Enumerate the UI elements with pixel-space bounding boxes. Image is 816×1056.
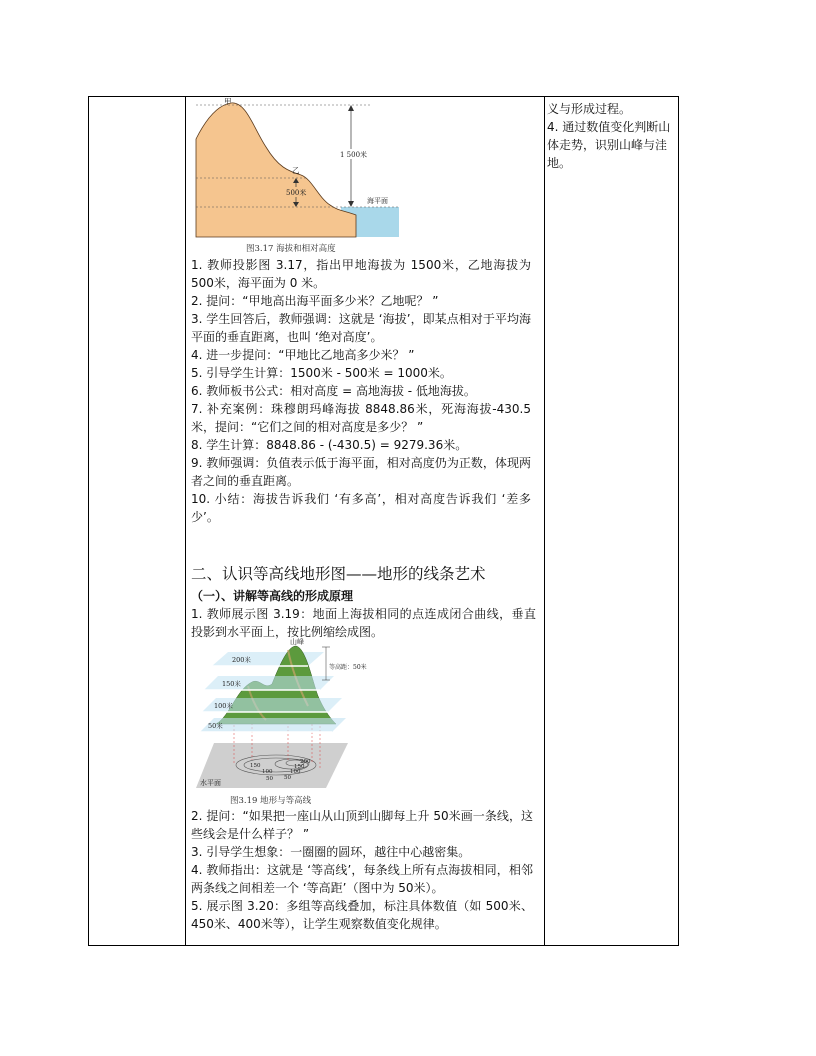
figure-3-17-caption: 图3.17 海拔和相对高度 [246, 244, 336, 254]
section-heading: 二、认识等高线地形图——地形的线条艺术 [191, 565, 486, 583]
section-1-text [191, 256, 531, 526]
intent-item-4: 4. 通过数值变化判断山体走势，识别山峰与洼地。 [547, 120, 671, 170]
sea-level-label: 海平面 [367, 197, 388, 205]
design-intent-cell [547, 100, 675, 172]
level-150-label: 150米 [222, 680, 241, 688]
level-100-label: 100米 [214, 702, 233, 710]
paragraph: 4. 教师指出：这就是 ‘等高线’，每条线上所有点海拔相同，相邻两条线之间相差一个 ‘等高距’（图中为 50米）。 [191, 863, 533, 895]
section-2-questions [191, 807, 533, 933]
figure-3-17 [196, 99, 406, 259]
height-500-label: 500米 [286, 189, 307, 197]
paragraph: 5. 展示图 3.20：多组等高线叠加，标注具体数值（如 500米、450米、400米等），让学生观察数值变化规律。 [191, 899, 533, 931]
paragraph: 1. 教师展示图 3.19：地面上海拔相同的点连成闭合曲线，垂直投影到水平面上，按比例缩绘成图。 [191, 607, 536, 639]
paragraph: 6. 教师板书公式：相对高度 = 高地海拔 - 低地海拔。 [191, 384, 476, 398]
paragraph: 3. 学生回答后，教师强调：这就是 ‘海拔’，即某点相对于平均海平面的垂直距离，也叫 ‘绝对高度’。 [191, 312, 531, 344]
label-yi: 乙 [292, 166, 300, 175]
contour-value: 150 [250, 763, 261, 769]
column-divider [185, 97, 186, 945]
paragraph: 5. 引导学生计算：1500米 - 500米 = 1000米。 [191, 366, 452, 380]
paragraph: 4. 进一步提问：“甲地比乙地高多少米？ ” [191, 348, 415, 362]
contour-value: 100 [262, 769, 273, 775]
column-divider [544, 97, 545, 945]
paragraph: 8. 学生计算：8848.86 - (-430.5) = 9279.36米。 [191, 438, 468, 452]
horizontal-plane-label: 水平面 [200, 779, 221, 787]
mountain-profile [196, 103, 356, 237]
intent-line: 义与形成过程。 [547, 102, 632, 116]
paragraph: 2. 提问：“甲地高出海平面多少米？乙地呢？ ” [191, 294, 439, 308]
label-jia: 甲 [224, 97, 232, 106]
contour-interval-label: 等高距：50米 [329, 664, 367, 671]
contour-value: 50 [284, 775, 291, 781]
contour-value: 100 [290, 769, 301, 775]
paragraph: 7. 补充案例：珠穆朗玛峰海拔 8848.86米，死海海拔-430.5米，提问：“它们之间的相对高度是多少？ ” [191, 402, 531, 434]
figure-3-19 [196, 638, 367, 788]
contour-value: 50 [266, 776, 273, 782]
section-2 [191, 563, 536, 641]
paragraph: 2. 提问：“如果把一座山从山顶到山脚每上升 50米画一条线，这些线会是什么样子？ ” [191, 809, 533, 841]
contour-value: 200 [300, 759, 311, 765]
paragraph: 9. 教师强调：负值表示低于海平面，相对高度仍为正数，体现两者之间的垂直距离。 [191, 456, 531, 488]
paragraph: 3. 引导学生想象：一圈圈的圆环，越往中心越密集。 [191, 845, 471, 859]
level-200-label: 200米 [232, 656, 251, 664]
lesson-table [88, 96, 679, 946]
height-1500-label: 1 500米 [340, 151, 368, 159]
peak-label: 山峰 [290, 638, 304, 646]
paragraph: 1. 教师投影图 3.17，指出甲地海拔为 1500米，乙地海拔为 500米，海平面为 0 米。 [191, 258, 531, 290]
level-50-label: 50米 [208, 722, 223, 730]
figure-3-19-caption: 图3.19 地形与等高线 [230, 796, 312, 806]
subsection-heading: （一）、讲解等高线的形成原理 [191, 589, 354, 603]
contour-value: 150 [294, 764, 305, 770]
paragraph: 10. 小结：海拔告诉我们 ‘有多高’，相对高度告诉我们 ‘差多少’。 [191, 492, 531, 524]
